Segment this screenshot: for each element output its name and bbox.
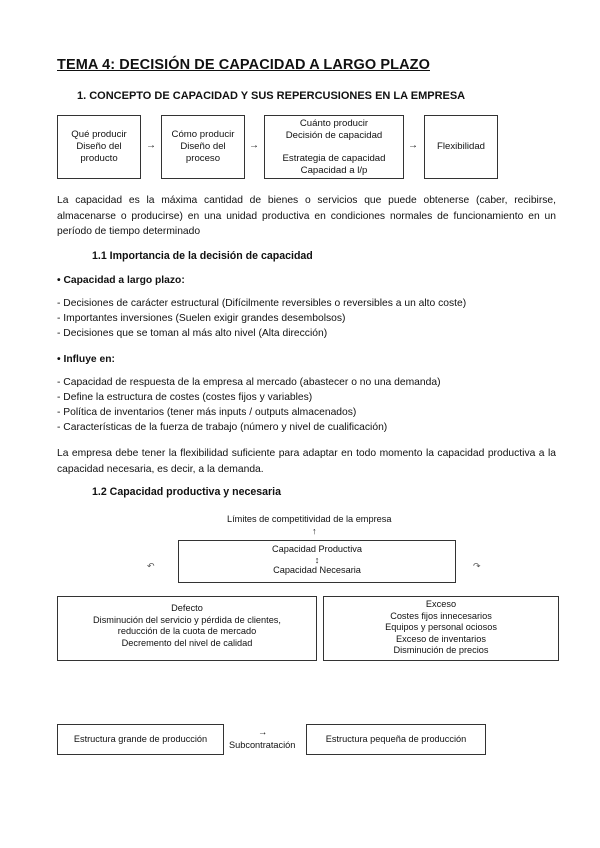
- section-heading-1: 1. CONCEPTO DE CAPACIDAD Y SUS REPERCUSIONES EN LA EMPRESA: [77, 90, 466, 102]
- flow-arrow-3: →: [408, 140, 418, 151]
- flow-box-cuanto-producir: [264, 115, 404, 179]
- bullet-influye-en: • Influye en:: [57, 354, 115, 365]
- capacidad-necesaria-label: Capacidad Necesaria: [273, 564, 361, 575]
- defecto-line: Decremento del nivel de calidad: [121, 637, 253, 648]
- paragraph-flexibilidad: La empresa debe tener la flexibilidad suficiente para adaptar en todo momento la capacidad productiva a la capacidad necesaria, es decir, a la demanda.: [57, 448, 556, 475]
- list2-item: - Política de inventarios (tener más inputs / outputs almacenados): [57, 407, 357, 418]
- limits-label: Límites de competitividad de la empresa: [227, 514, 392, 524]
- flow-box-flexibilidad: [424, 115, 498, 179]
- updown-arrow-icon: ↕: [314, 554, 320, 565]
- flow-box-como-producir: [161, 115, 245, 179]
- flow-box-que-producir: [57, 115, 141, 179]
- page-title: TEMA 4: DECISIÓN DE CAPACIDAD A LARGO PLAZO: [57, 57, 430, 73]
- list2-item: - Capacidad de respuesta de la empresa al mercado (abastecer o no una demanda): [57, 377, 441, 388]
- estructura-pequena-box: [306, 724, 486, 755]
- flow-box2-line1: Cómo producir: [171, 129, 235, 140]
- exceso-box: [323, 596, 559, 661]
- flow-box1-line1: Qué producir: [71, 129, 127, 140]
- list1-item: - Importantes inversiones (Suelen exigir grandes desembolsos): [57, 313, 346, 324]
- list1-item: - Decisiones que se toman al más alto nivel (Alta dirección): [57, 328, 328, 339]
- defecto-title: Defecto: [171, 603, 203, 613]
- capacidad-productiva-label: Capacidad Productiva: [272, 544, 362, 554]
- subcontratacion-label: Subcontratación: [229, 740, 296, 750]
- exceso-title: Exceso: [425, 599, 457, 609]
- list2-item: - Características de la fuerza de trabajo (número y nivel de cualificación): [57, 422, 388, 433]
- flow-box3-line1: Cuánto producir: [299, 117, 369, 129]
- flow-box3-line2: Decisión de capacidad: [285, 129, 383, 141]
- defecto-line: reducción de la cuota de mercado: [117, 626, 257, 636]
- flow-arrow-1: →: [146, 140, 156, 151]
- defecto-box: [57, 596, 317, 661]
- estructura-pequena-label: Estructura pequeña de producción: [325, 733, 467, 744]
- curve-right-arrow-icon: ↷: [473, 561, 481, 571]
- exceso-line: Exceso de inventarios: [396, 633, 486, 644]
- paragraph-capacidad-definicion: La capacidad es la máxima cantidad de bienes o servicios que puede obtenerse (caber, recibirse, almacenarse o producirse) en una unidad productiva en condiciones normales de funcionamiento en un período de tiempo determinado: [57, 195, 556, 237]
- exceso-line: Equipos y personal ociosos: [385, 622, 497, 632]
- up-arrow-icon: ↑: [312, 526, 317, 536]
- flow-box3-line4: Capacidad a l/p: [300, 164, 368, 176]
- subheading-1-1: 1.1 Importancia de la decisión de capacidad: [92, 250, 313, 262]
- flow-box4-label: Flexibilidad: [437, 141, 485, 152]
- subcontratacion-arrow-icon: →: [258, 727, 268, 737]
- flow-arrow-2: →: [249, 140, 259, 151]
- flow-box1-line2: Diseño del: [76, 141, 122, 152]
- flow-box2-line3: proceso: [185, 153, 221, 164]
- defecto-line: Disminución del servicio y pérdida de clientes,: [93, 614, 281, 625]
- capacity-box: [178, 540, 456, 583]
- estructura-grande-label: Estructura grande de producción: [73, 733, 208, 744]
- exceso-line: Disminución de precios: [393, 645, 489, 655]
- flow-box3-line3: Estrategia de capacidad: [282, 152, 386, 164]
- list2-item: - Define la estructura de costes (costes fijos y variables): [57, 392, 313, 403]
- estructura-grande-box: [57, 724, 224, 755]
- flow-box2-line2: Diseño del: [180, 141, 226, 152]
- curve-left-arrow-icon: ↶: [147, 561, 155, 571]
- subheading-1-2: 1.2 Capacidad productiva y necesaria: [92, 486, 282, 498]
- exceso-line: Costes fijos innecesarios: [390, 610, 492, 621]
- flow-box1-line3: producto: [80, 153, 118, 164]
- list1-item: - Decisiones de carácter estructural (Difícilmente reversibles o reversibles a un alto coste): [57, 298, 467, 309]
- bullet-capacidad-largo-plazo: • Capacidad a largo plazo:: [57, 275, 185, 286]
